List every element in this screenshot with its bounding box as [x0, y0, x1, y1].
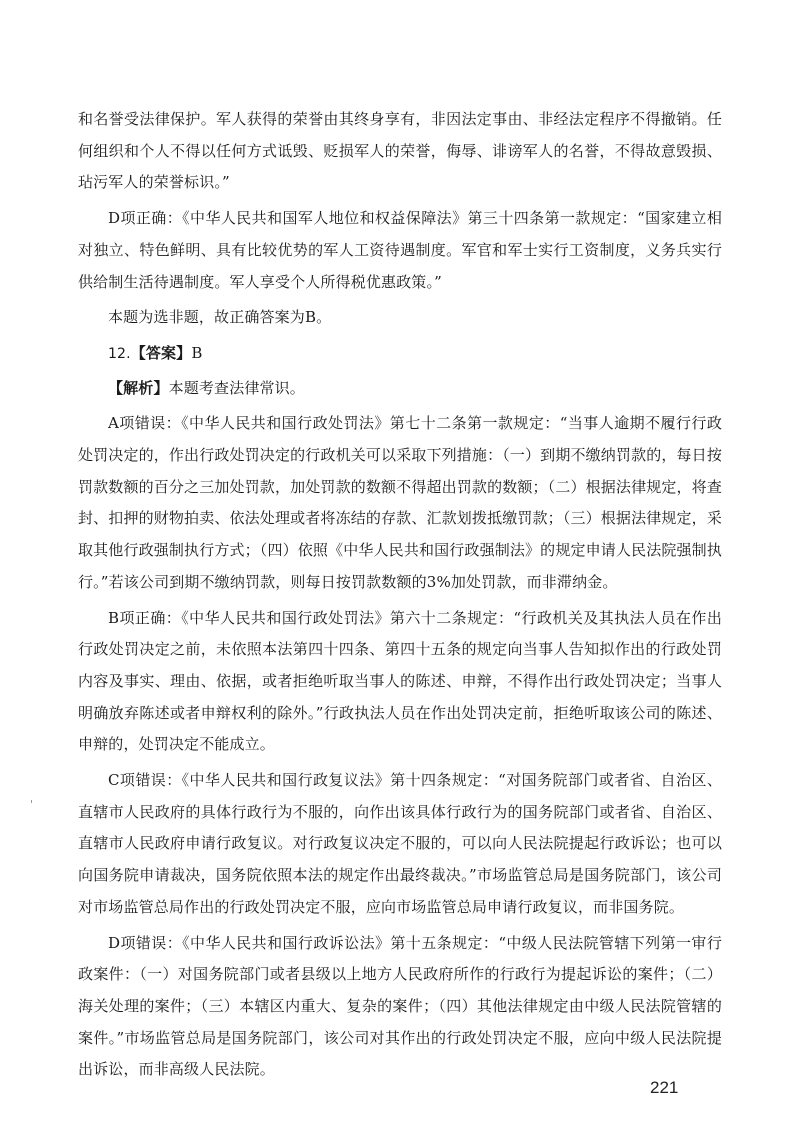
question-number: 12.	[108, 345, 131, 362]
paragraph-option-a: A项错误：《中华人民共和国行政处罚法》第七十二条第一款规定：“当事人逾期不履行行政处罚决定的，作出行政处罚决定的行政机关可以采取下列措施：（一）到期不缴纳罚款的，每日按罚款数额的百分之三加处罚款，加处罚款的数额不得超出罚款的数额；（二）根据法律规定，将查封、扣押的财物拍卖、依法处理或者将冻结的存款、汇款划拨抵缴罚款；（三）根据法律规定，采取其他行政强制执行方式；（四）依照《中华人民共和国行政强制法》的规定申请人民法院强制执行。”若该公司到期不缴纳罚款，则每日按罚款数额的3%加处罚款，而非滞纳金。	[78, 414, 722, 591]
paragraph-conclusion: 本题为选非题，故正确答案为B。	[108, 308, 332, 327]
paragraph-option-d-first: D项正确：《中华人民共和国军人地位和权益保障法》第三十四条第一款规定：“国家建立相对独立、特色鲜明、具有比较优势的军人工资待遇制度。军官和军士实行工资制度，义务兵实行供给制生活待遇制度。军人享受个人所得税优惠政策。”	[78, 209, 722, 291]
page-body	[78, 104, 722, 1090]
analysis-label: 【解析】	[108, 378, 169, 397]
analysis-line	[78, 373, 722, 405]
paragraph-option-d: D项错误：《中华人民共和国行政诉讼法》第十五条规定：“中级人民法院管辖下列第一审行政案件：（一）对国务院部门或者县级以上地方人民政府所作的行政行为提起诉讼的案件；（二）海关处理的案件；（三）本辖区内重大、复杂的案件；（四）其他法律规定由中级人民法院管辖的案件。”市场监管总局是国务院部门，该公司对其作出的行政处罚决定不服，应向中级人民法院提出诉讼，而非高级人民法院。	[78, 933, 722, 1079]
analysis-text: 本题考查法律常识。	[168, 378, 305, 397]
answer-value: B	[191, 343, 203, 362]
scan-speck	[31, 800, 32, 803]
paragraph-option-c: C项错误：《中华人民共和国行政复议法》第十四条规定：“对国务院部门或者省、自治区、直辖市人民政府的具体行政行为不服的，向作出该具体行政行为的国务院部门或者省、自治区、直辖市人民政府申请行政复议。对行政复议决定不服的，可以向人民法院提起行政诉讼；也可以向国务院申请裁决，国务院依照本法的规定作出最终裁决。”市场监管总局是国务院部门，该公司对市场监管总局作出的行政处罚决定不服，应向市场监管总局申请行政复议，而非国务院。	[78, 771, 722, 916]
answer-line	[78, 338, 722, 371]
paragraph-continuation: 和名誉受法律保护。军人获得的荣誉由其终身享有，非因法定事由、非经法定程序不得撤销。任何组织和个人不得以任何方式诋毁、贬损军人的荣誉，侮辱、诽谤军人的名誉，不得故意毁损、玷污军人的荣誉标识。”	[78, 110, 722, 192]
page-number: 221	[650, 1078, 679, 1097]
answer-label: 【答案】	[130, 343, 192, 362]
paragraph-option-b: B项正确：《中华人民共和国行政处罚法》第六十二条规定：“行政机关及其执法人员在作出行政处罚决定之前，未依照本法第四十四条、第四十五条的规定向当事人告知拟作出的行政处罚内容及事实、理由、依据，或者拒绝听取当事人的陈述、申辩，不得作出行政处罚决定；当事人明确放弃陈述或者申辩权利的除外。”行政执法人员在作出处罚决定前，拒绝听取该公司的陈述、申辩的，处罚决定不能成立。	[78, 608, 722, 754]
